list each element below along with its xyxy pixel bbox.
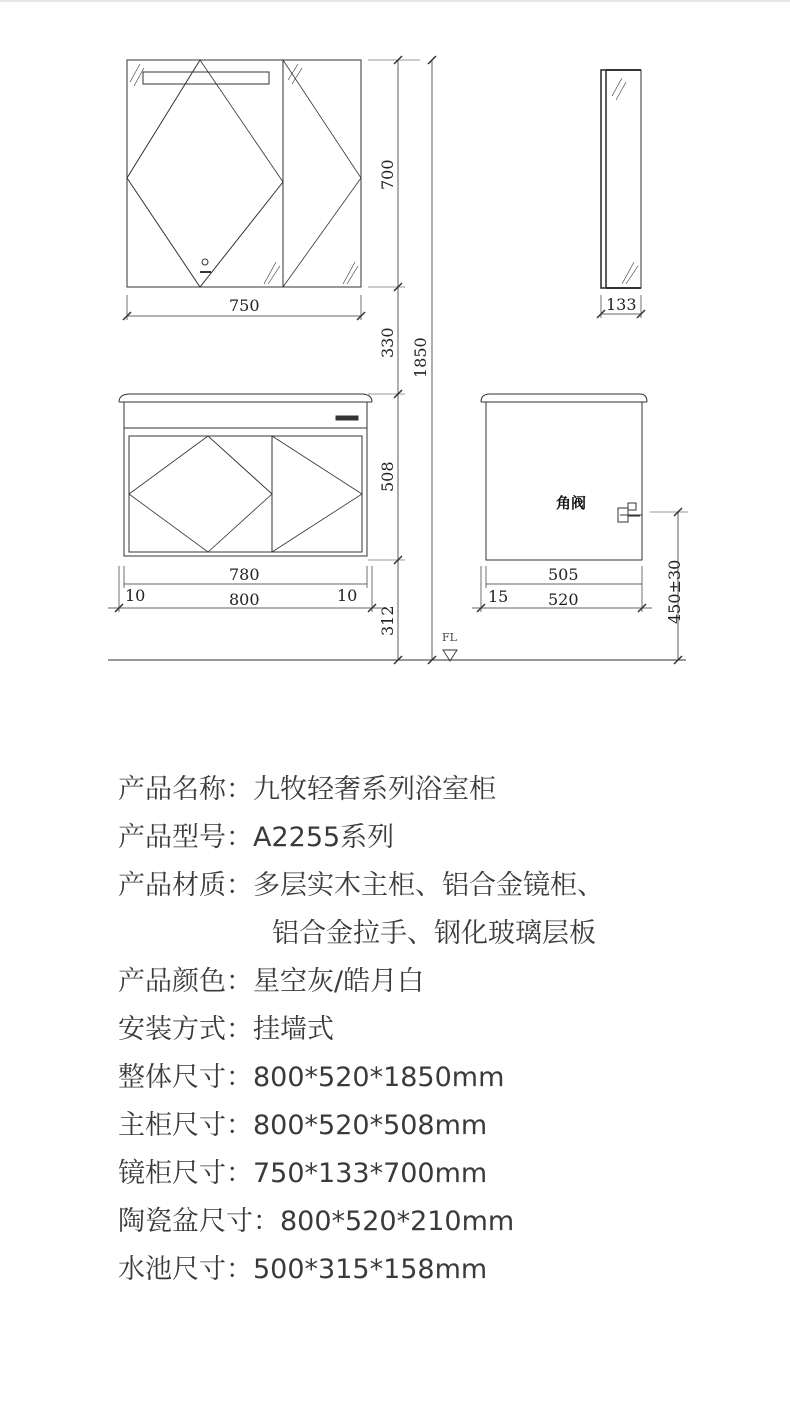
spec-row-model: [118, 814, 758, 862]
mirror-width-label: 750: [229, 296, 260, 315]
gap-label: 330: [378, 327, 397, 358]
mirror-height-label: 700: [378, 159, 397, 190]
touch-switch-icon: [202, 259, 208, 265]
spec-value: 500*315*158mm: [253, 1254, 488, 1285]
spec-key: 整体尺寸：: [118, 1062, 253, 1093]
spec-value: 挂墙式: [253, 1014, 334, 1045]
floor-level-label: FL: [442, 631, 457, 644]
spec-row-main-cabinet-size: [118, 1102, 758, 1150]
spec-row-material-cont: [118, 910, 758, 958]
mirror-depth-label: 133: [606, 295, 637, 314]
cabinet-width-label: 800: [229, 590, 260, 609]
spec-list: [118, 766, 758, 1294]
spec-key: 陶瓷盆尺寸：: [118, 1206, 280, 1237]
valve-height-label: 450±30: [665, 559, 684, 624]
floor-level-icon: [443, 650, 457, 661]
spec-value: 九牧轻奢系列浴室柜: [253, 774, 496, 805]
spec-row-sink-size: [118, 1246, 758, 1294]
spec-value: A2255系列: [253, 822, 395, 853]
spec-key: 安装方式：: [118, 1014, 253, 1045]
spec-key: 水池尺寸：: [118, 1254, 253, 1285]
spec-value: 750*133*700mm: [253, 1158, 488, 1189]
cabinet-side-inner-label: 505: [548, 565, 579, 584]
spec-value: 多层实木主柜、铝合金镜柜、: [253, 870, 604, 901]
angle-valve-label: 角阀: [556, 494, 587, 512]
main-cabinet-side: [481, 394, 647, 560]
spec-row-basin-size: [118, 1198, 758, 1246]
technical-drawing: [0, 0, 790, 700]
spec-key: 产品颜色：: [118, 966, 253, 997]
angle-valve-icon: [618, 503, 642, 522]
spec-value: 800*520*508mm: [253, 1110, 488, 1141]
spec-value: 铝合金拉手、钢化玻璃层板: [272, 918, 596, 949]
floor-clearance-label: 312: [378, 605, 397, 636]
spec-key: 主柜尺寸：: [118, 1110, 253, 1141]
spec-key: 产品材质：: [118, 870, 253, 901]
spec-row-name: [118, 766, 758, 814]
spec-row-overall-size: [118, 1054, 758, 1102]
spec-value: 800*520*1850mm: [253, 1062, 505, 1093]
spec-row-install: [118, 1006, 758, 1054]
cabinet-depth-label: 520: [548, 590, 579, 609]
depth-offset-label: 15: [488, 587, 509, 606]
mirror-cabinet-front: [127, 60, 361, 287]
cabinet-height-label: 508: [378, 461, 397, 492]
cabinet-inner-width-label: 780: [229, 565, 260, 584]
total-height-label: 1850: [411, 337, 430, 378]
spec-value: 星空灰/皓月白: [253, 966, 425, 997]
spec-row-color: [118, 958, 758, 1006]
spec-row-material: [118, 862, 758, 910]
side-left-label: 10: [125, 586, 146, 605]
spec-value: 800*520*210mm: [280, 1206, 515, 1237]
spec-key: 镜柜尺寸：: [118, 1158, 253, 1189]
mirror-cabinet-side: [601, 70, 641, 288]
spec-key: 产品型号：: [118, 822, 253, 853]
main-cabinet-front: [119, 394, 372, 556]
side-right-label: 10: [337, 586, 358, 605]
spec-row-mirror-cabinet-size: [118, 1150, 758, 1198]
spec-key: 产品名称：: [118, 774, 253, 805]
